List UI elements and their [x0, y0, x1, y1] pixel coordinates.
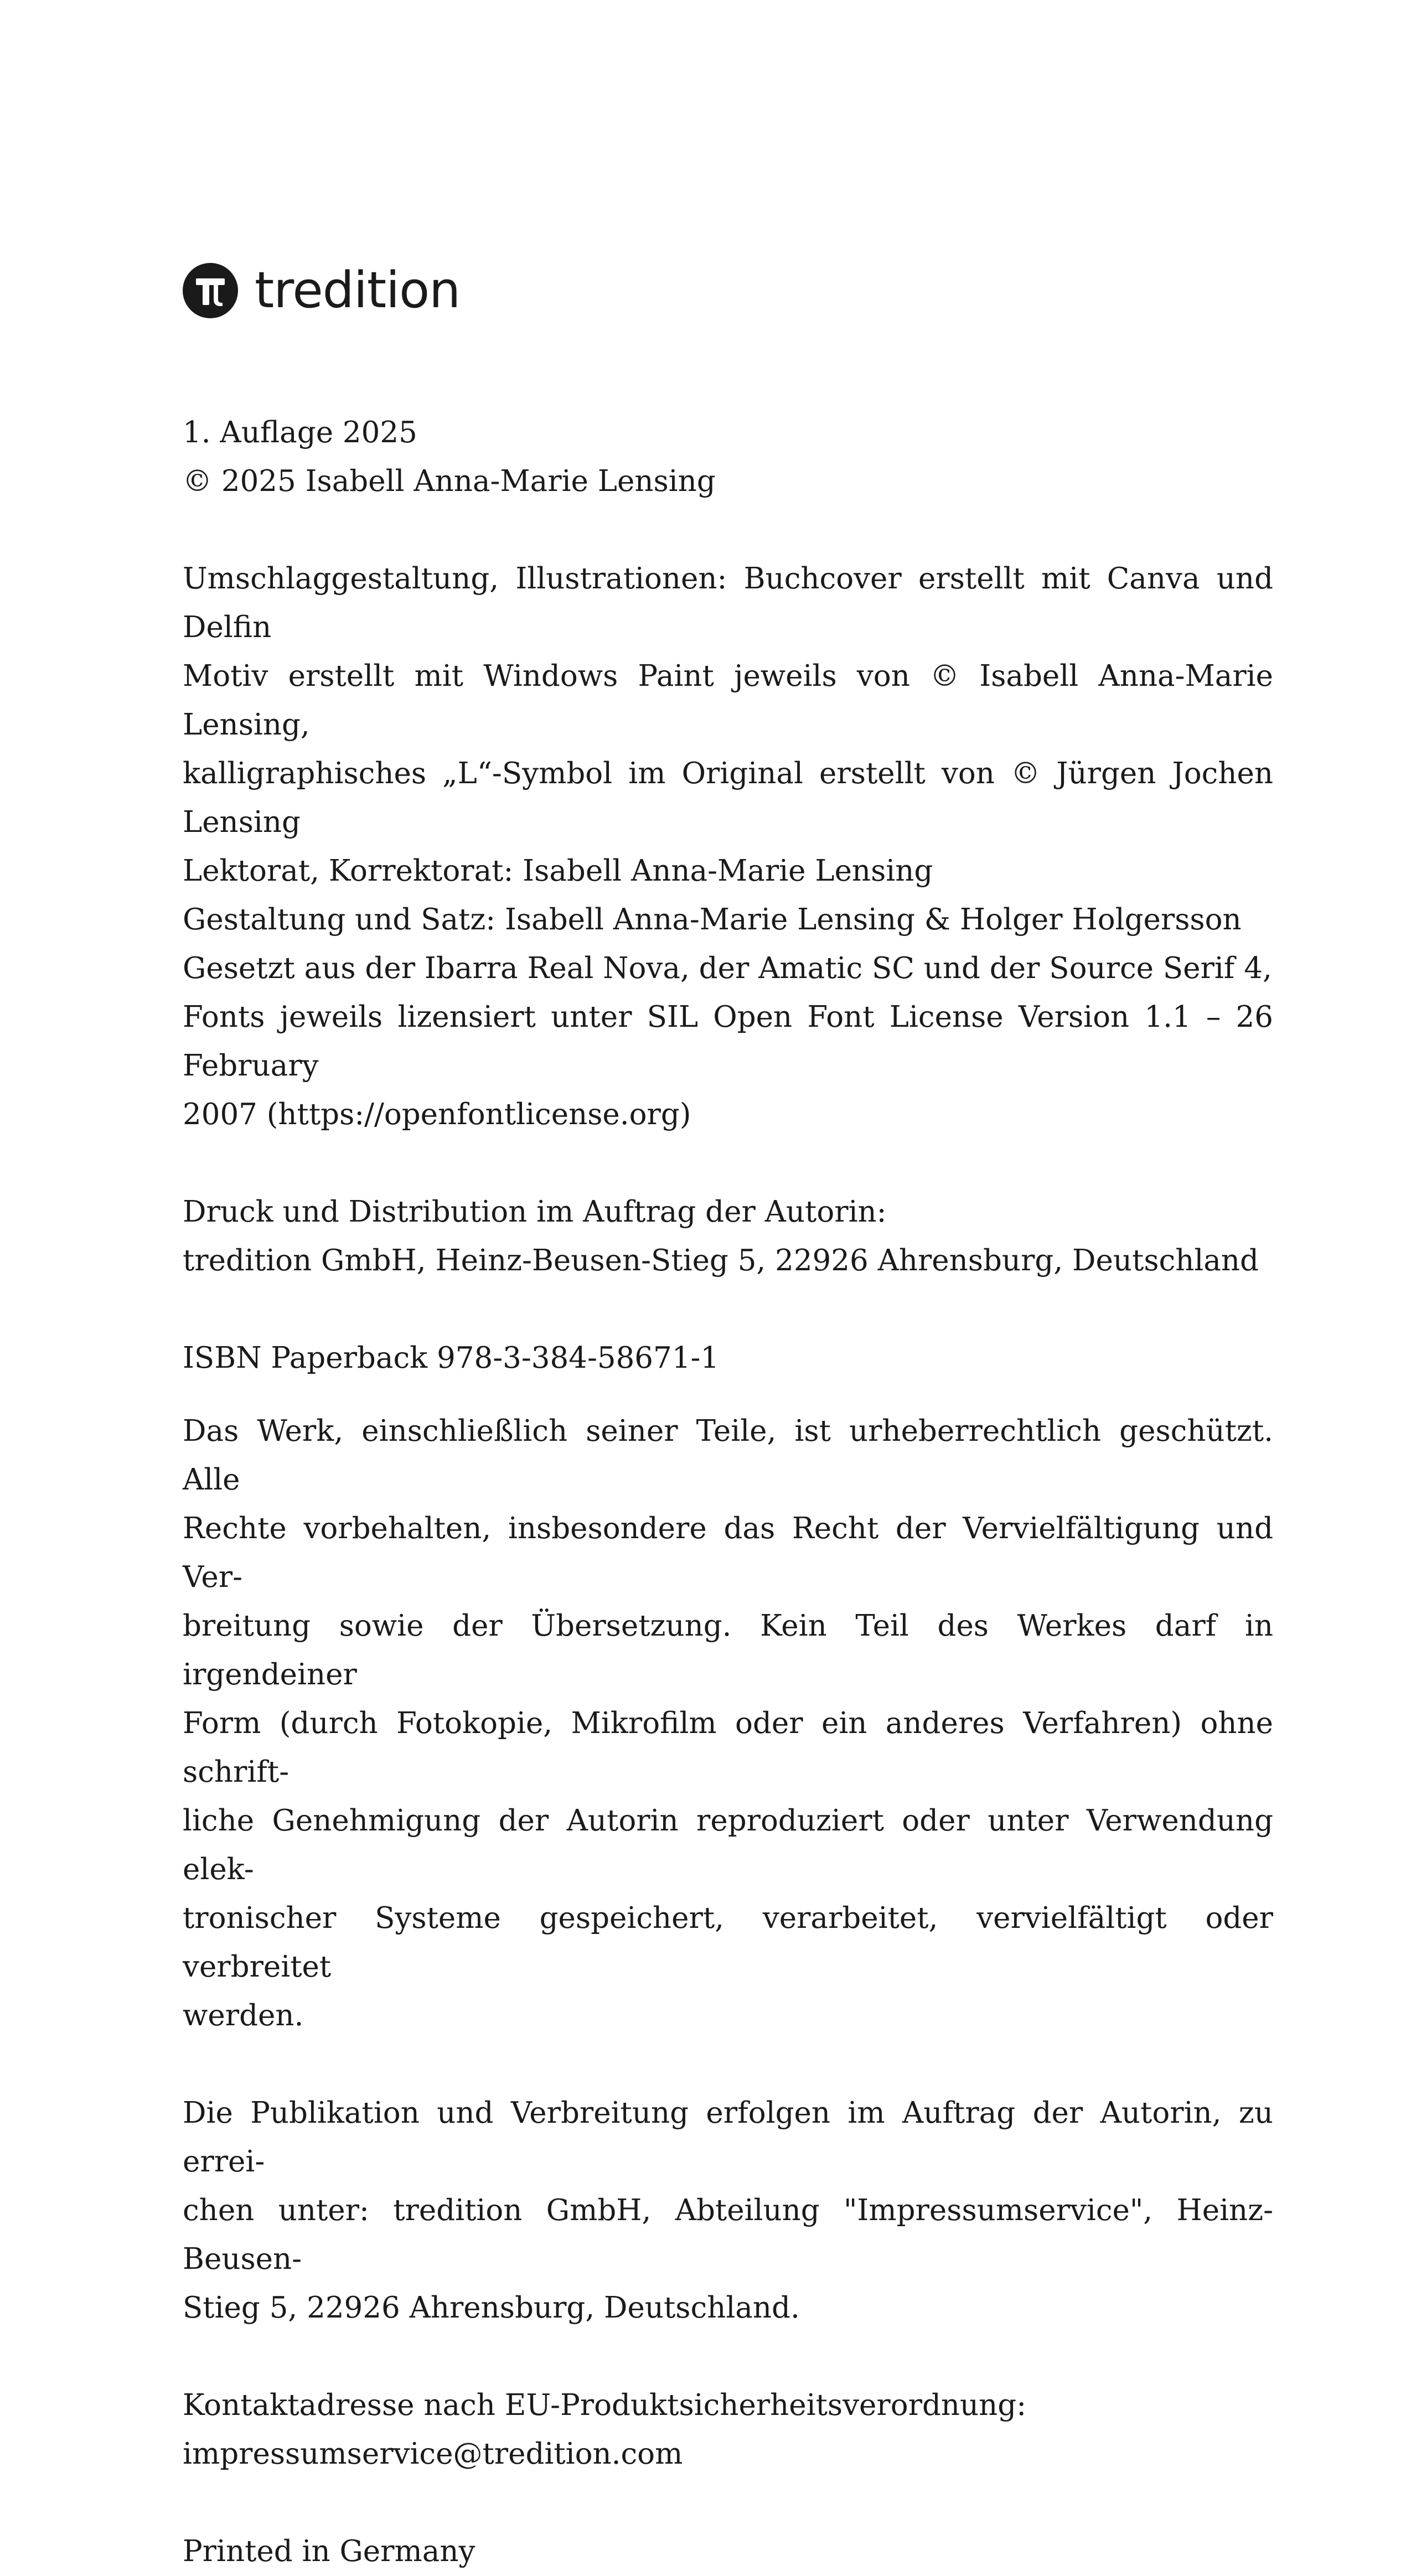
rights-line: Rechte vorbehalten, insbesondere das Recht der Vervielfältigung und Ver-: [183, 1512, 1273, 1594]
credits-line: Fonts jeweils lizensiert unter SIL Open Font License Version 1.1 – 26 February: [183, 1000, 1273, 1083]
isbn-block: [183, 1334, 1273, 1383]
publication-block: [183, 2089, 1273, 2332]
rights-block: [183, 1407, 1273, 2040]
credits-block: [183, 555, 1273, 1139]
edition-block: [183, 408, 1273, 506]
credits-line: Lektorat, Korrektorat: Isabell Anna-Marie Lensing: [183, 854, 933, 888]
rights-line: Form (durch Fotokopie, Mikrofilm oder ein anderes Verfahren) ohne schrift-: [183, 1706, 1273, 1789]
contact-email: impressumservice@tredition.com: [183, 2437, 683, 2471]
distribution-line: Druck und Distribution im Auftrag der Autorin:: [183, 1195, 887, 1229]
credits-line: 2007 (https://openfontlicense.org): [183, 1098, 691, 1131]
credits-line: kalligraphisches „L“-Symbol im Original erstellt von © Jürgen Jochen Lensing: [183, 757, 1273, 839]
publication-line: Die Publikation und Verbreitung erfolgen im Auftrag der Autorin, zu errei-: [183, 2096, 1273, 2179]
credits-line: Motiv erstellt mit Windows Paint jeweils von © Isabell Anna-Marie Lensing,: [183, 659, 1273, 742]
credits-line: Gesetzt aus der Ibarra Real Nova, der Amatic SC und der Source Serif 4,: [183, 951, 1272, 985]
rights-line: tronischer Systeme gespeichert, verarbeitet, vervielfältigt oder verbreitet: [183, 1901, 1273, 1984]
distribution-line: tredition GmbH, Heinz-Beusen-Stieg 5, 22926 Ahrensburg, Deutschland: [183, 1244, 1259, 1277]
contact-block: [183, 2381, 1273, 2479]
credits-line: Gestaltung und Satz: Isabell Anna-Marie Lensing & Holger Holgersson: [183, 903, 1242, 937]
copyright-line: © 2025 Isabell Anna-Marie Lensing: [183, 464, 716, 498]
credits-line: Umschlaggestaltung, Illustrationen: Buchcover erstellt mit Canva und Delfin: [183, 562, 1273, 644]
contact-line: Kontaktadresse nach EU-Produktsicherheitsverordnung:: [183, 2388, 1027, 2422]
rights-line: liche Genehmigung der Autorin reproduziert oder unter Verwendung elek-: [183, 1804, 1273, 1886]
publication-line: Stieg 5, 22926 Ahrensburg, Deutschland.: [183, 2291, 800, 2325]
edition-line: 1. Auflage 2025: [183, 416, 417, 449]
rights-line: Das Werk, einschließlich seiner Teile, ist urheberrechtlich geschützt. Alle: [183, 1414, 1273, 1497]
logo-wordmark: tredition: [255, 261, 461, 319]
imprint-content: [183, 408, 1273, 2576]
isbn-line: ISBN Paperback 978-3-384-58671-1: [183, 1341, 720, 1375]
publisher-logo: [183, 260, 460, 321]
rights-line: werden.: [183, 1999, 304, 2032]
publication-line: chen unter: tredition GmbH, Abteilung "Impressumservice", Heinz-Beusen-: [183, 2194, 1273, 2276]
printed-block: [183, 2527, 1273, 2576]
rights-line: breitung sowie der Übersetzung. Kein Teil des Werkes darf in irgendeiner: [183, 1609, 1273, 1692]
distribution-block: [183, 1188, 1273, 1285]
tredition-logo-icon: [183, 263, 238, 318]
printed-line: Printed in Germany: [183, 2534, 475, 2568]
